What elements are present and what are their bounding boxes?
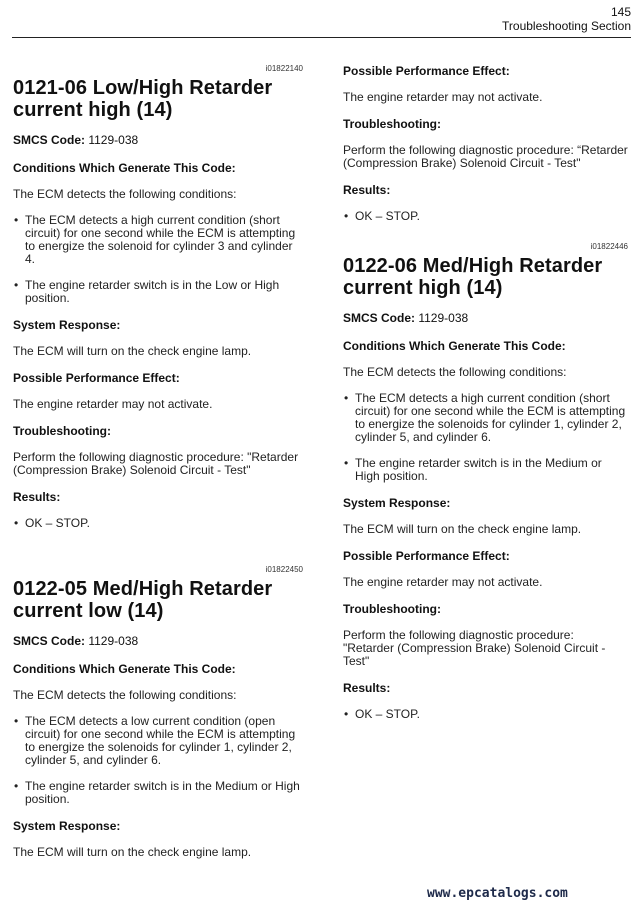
- list-item-text: The engine retarder switch is in the Low or High position.: [25, 278, 280, 305]
- document-id: i01822140: [265, 64, 303, 73]
- smcs-code: [13, 634, 303, 648]
- list-item: [343, 210, 628, 223]
- bullet-icon: •: [14, 516, 19, 530]
- section-0122-06: [343, 242, 628, 721]
- troubleshooting-heading: Troubleshooting:: [343, 117, 441, 131]
- running-section-title: Troubleshooting Section: [502, 19, 631, 33]
- results-list: [13, 517, 303, 530]
- page-number: 145: [610, 5, 631, 19]
- system-response-heading: System Response:: [343, 496, 451, 510]
- list-item: [343, 457, 628, 483]
- list-item: [343, 708, 628, 721]
- bullet-icon: •: [344, 391, 349, 405]
- smcs-code: [13, 133, 303, 147]
- section-0122-05: [13, 565, 303, 859]
- section-0122-05-continued: [343, 64, 628, 223]
- list-item: [13, 715, 303, 767]
- smcs-code: [343, 311, 628, 325]
- system-response-text: The ECM will turn on the check engine lamp.: [343, 522, 582, 536]
- document-id: i01822450: [265, 565, 303, 574]
- results-heading: Results:: [343, 681, 391, 695]
- conditions-heading: Conditions Which Generate This Code:: [343, 339, 566, 353]
- performance-effect-heading: Possible Performance Effect:: [13, 371, 180, 385]
- list-item: [343, 392, 628, 444]
- conditions-list: [13, 214, 303, 305]
- list-item-text: The ECM detects a high current condition (short circuit) for one second while the ECM is attempting to energize the solenoids for cylinder 1, cylinder 2, cylinder 5, and cylinder 6.: [355, 391, 626, 444]
- list-item-text: The ECM detects a high current condition (short circuit) for one second while the ECM is attempting to energize the solenoid for cylinder 3 and cylinder 4.: [25, 213, 296, 266]
- list-item-text: The engine retarder switch is in the Medium or High position.: [355, 456, 602, 483]
- troubleshooting-text: Perform the following diagnostic procedure: "Retarder (Compression Brake) Solenoid Circuit - Test": [343, 628, 606, 668]
- conditions-heading: Conditions Which Generate This Code:: [13, 662, 236, 676]
- list-item-text: The engine retarder switch is in the Medium or High position.: [25, 779, 300, 806]
- conditions-heading: Conditions Which Generate This Code:: [13, 161, 236, 175]
- results-heading: Results:: [343, 183, 391, 197]
- list-item: [13, 279, 303, 305]
- smcs-value: 1129-038: [88, 133, 139, 147]
- bullet-icon: •: [344, 209, 349, 223]
- smcs-value: 1129-038: [418, 311, 469, 325]
- page-header: [0, 0, 641, 40]
- conditions-intro: The ECM detects the following conditions:: [13, 187, 237, 201]
- bullet-icon: •: [14, 714, 19, 728]
- list-item: [13, 214, 303, 266]
- system-response-text: The ECM will turn on the check engine lamp.: [13, 845, 252, 859]
- list-item-text: The ECM detects a low current condition (open circuit) for one second while the ECM is attempting to energize the solenoids for cylinder 1, cylinder 2, cylinder 5, and cylinder 6.: [25, 714, 296, 767]
- troubleshooting-text: Perform the following diagnostic procedure: “Retarder (Compression Brake) Solenoid Circuit - Test": [343, 143, 628, 170]
- conditions-intro: The ECM detects the following conditions:: [343, 365, 567, 379]
- header-rule: [12, 37, 631, 38]
- results-list: [343, 708, 628, 721]
- smcs-label: SMCS Code:: [13, 133, 85, 147]
- system-response-text: The ECM will turn on the check engine lamp.: [13, 344, 252, 358]
- troubleshooting-heading: Troubleshooting:: [13, 424, 111, 438]
- document-id: i01822446: [590, 242, 628, 251]
- troubleshooting-text: Perform the following diagnostic procedure: "Retarder (Compression Brake) Solenoid Circuit - Test": [13, 450, 299, 477]
- system-response-heading: System Response:: [13, 819, 121, 833]
- performance-effect-text: The engine retarder may not activate.: [343, 90, 543, 104]
- performance-effect-heading: Possible Performance Effect:: [343, 64, 510, 78]
- list-item-text: OK – STOP.: [355, 707, 420, 721]
- smcs-value: 1129-038: [88, 634, 139, 648]
- conditions-intro: The ECM detects the following conditions:: [13, 688, 237, 702]
- section-0121-06: [13, 64, 303, 530]
- list-item: [13, 517, 303, 530]
- system-response-heading: System Response:: [13, 318, 121, 332]
- smcs-label: SMCS Code:: [343, 311, 415, 325]
- smcs-label: SMCS Code:: [13, 634, 85, 648]
- bullet-icon: •: [344, 707, 349, 721]
- bullet-icon: •: [14, 213, 19, 227]
- right-column: [343, 64, 628, 734]
- performance-effect-text: The engine retarder may not activate.: [343, 575, 543, 589]
- conditions-list: [343, 392, 628, 483]
- bullet-icon: •: [344, 456, 349, 470]
- results-heading: Results:: [13, 490, 61, 504]
- watermark-link[interactable]: www.epcatalogs.com: [427, 886, 568, 901]
- section-title: 0122-05 Med/High Retarder current low (14): [13, 578, 273, 622]
- list-item-text: OK – STOP.: [25, 516, 90, 530]
- results-list: [343, 210, 628, 223]
- performance-effect-heading: Possible Performance Effect:: [343, 549, 510, 563]
- performance-effect-text: The engine retarder may not activate.: [13, 397, 213, 411]
- section-title: 0121-06 Low/High Retarder current high (14): [13, 77, 273, 121]
- section-title: 0122-06 Med/High Retarder current high (14): [343, 255, 603, 299]
- conditions-list: [13, 715, 303, 806]
- list-item: [13, 780, 303, 806]
- bullet-icon: •: [14, 278, 19, 292]
- left-column: [13, 64, 303, 872]
- bullet-icon: •: [14, 779, 19, 793]
- troubleshooting-heading: Troubleshooting:: [343, 602, 441, 616]
- list-item-text: OK – STOP.: [355, 209, 420, 223]
